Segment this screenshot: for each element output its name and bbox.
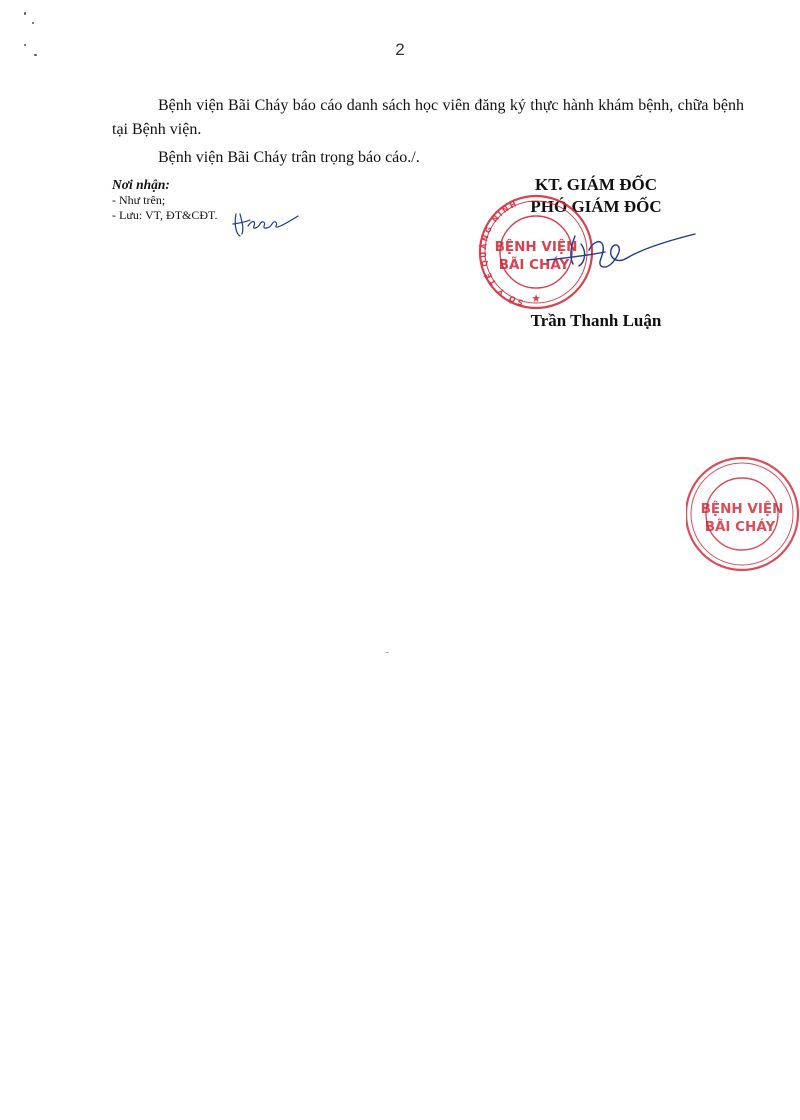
recipient-item: - Lưu: VT, ĐT&CĐT. [112, 208, 218, 222]
scan-speck [386, 652, 389, 653]
page-number: 2 [395, 40, 405, 59]
signer-title [476, 174, 716, 218]
recipient-item: - Như trên; [112, 193, 166, 207]
signer-title-line-1: KT. GIÁM ĐỐC [535, 175, 657, 194]
closing-paragraph: Bệnh viện Bãi Cháy trân trọng báo cáo./. [158, 149, 420, 166]
signer-title-line-2: PHÓ GIÁM ĐỐC [530, 197, 662, 216]
scan-speck [24, 12, 26, 15]
partial-stamp-line-1: BỆNH VIỆN [700, 501, 784, 517]
stamp-star: ★ [531, 292, 541, 305]
stamp-ring-text: SỞ Y TẾ QUẢNG NINH [478, 198, 525, 308]
handwritten-signature [545, 222, 705, 282]
partial-stamp-line-2: BÃI CHÁY [704, 519, 776, 535]
scan-speck [32, 22, 34, 24]
body-paragraph: Bệnh viện Bãi Cháy báo cáo danh sách học viên đăng ký thực hành khám bệnh, chữa bệnh tại Bệnh viện. [112, 97, 744, 138]
handwritten-initials [230, 206, 300, 242]
partial-seal-stamp [686, 450, 800, 580]
stamp-center-line-2: BÃI CHÁY [498, 257, 570, 273]
recipients-block [112, 176, 218, 223]
stamp-center-line-1: BỆNH VIỆN [494, 239, 578, 255]
signer-name: Trần Thanh Luận [530, 311, 662, 330]
recipients-heading: Nơi nhận: [112, 177, 170, 192]
